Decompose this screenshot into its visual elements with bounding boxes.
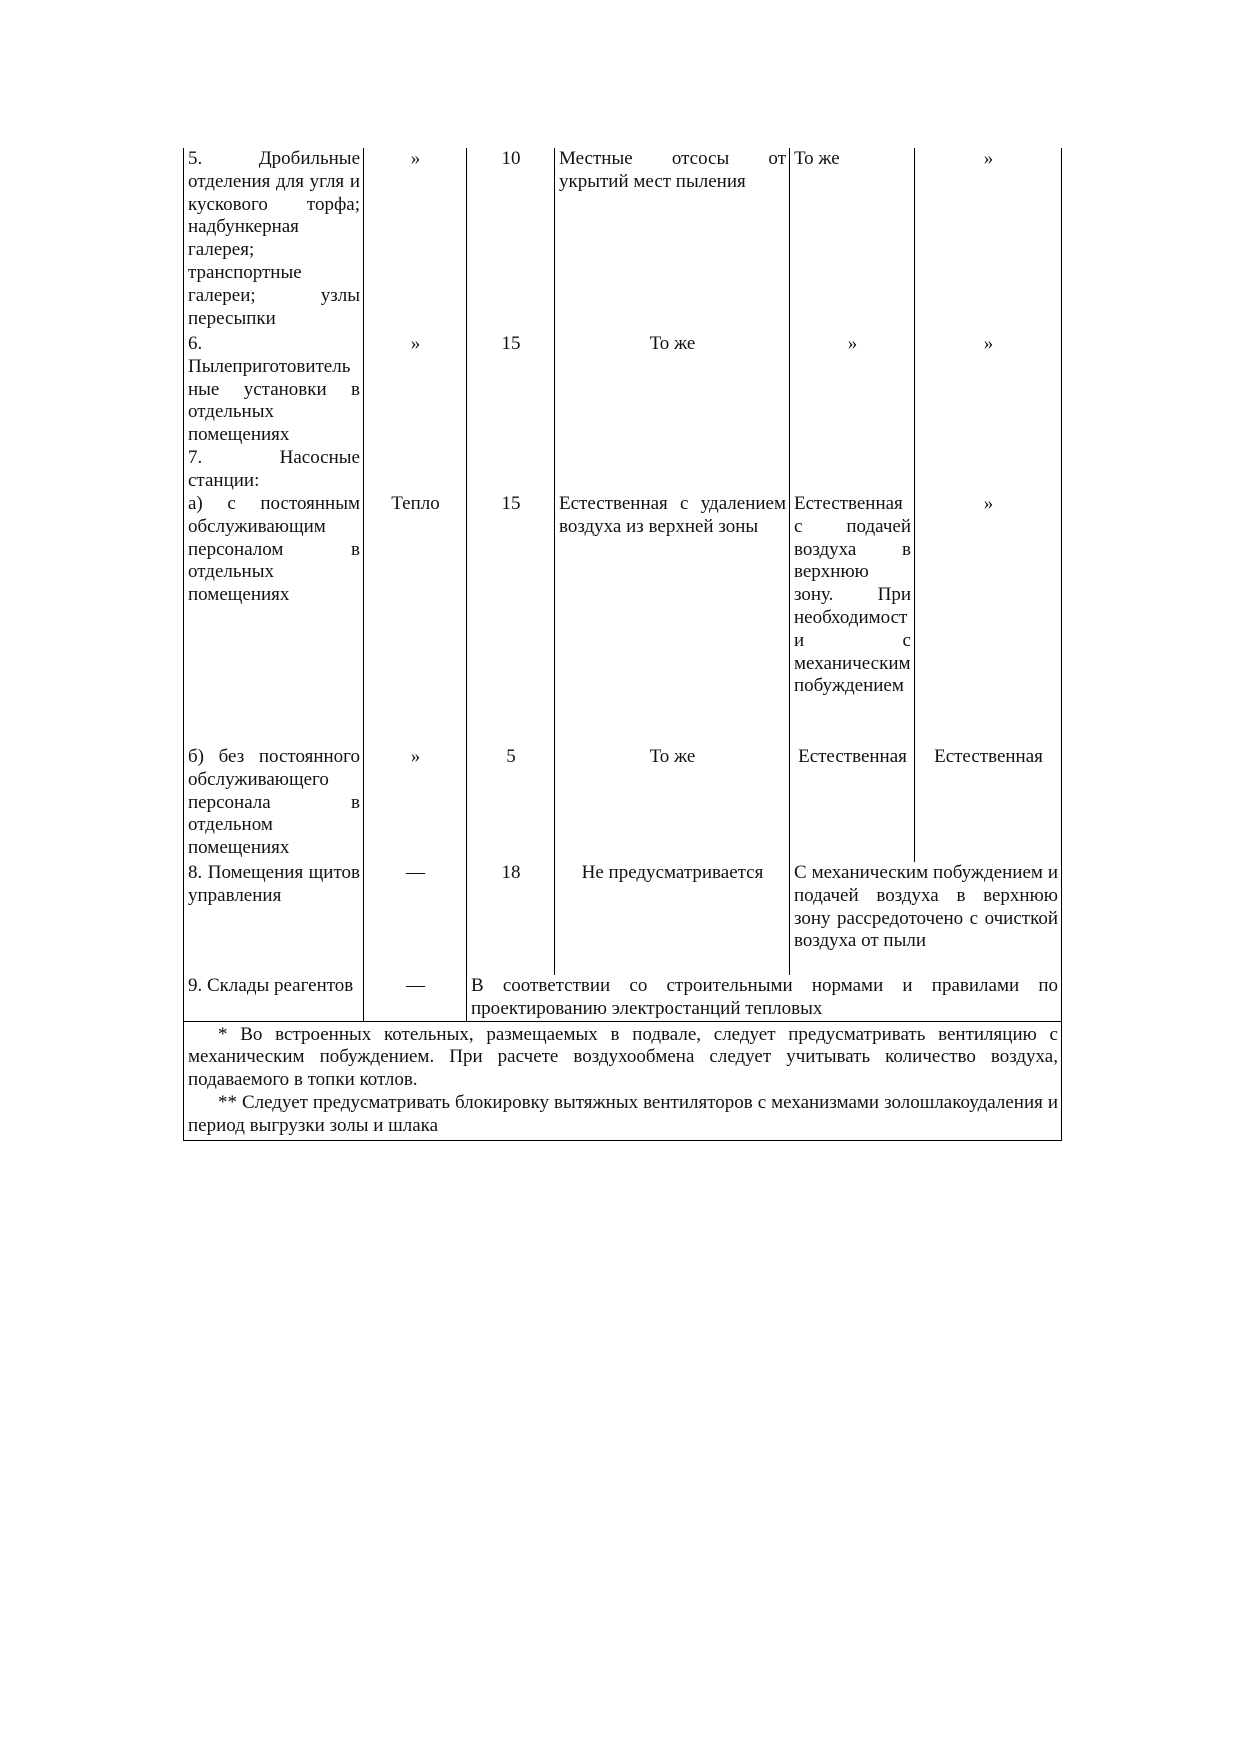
room-name-cell: 7. Насосные станции: xyxy=(184,447,364,493)
room-name-cell: а) с постоянным обслуживающим персоналом в отдельных помещениях xyxy=(184,493,364,746)
merged-note-cell: В соответствии со строительными нормами и правилами по проектированию электростанций тепловых xyxy=(467,975,1062,1021)
temperature-cell: 15 xyxy=(467,333,555,447)
room-name-cell: 6. Пылеприготовительные установки в отдельных помещениях xyxy=(184,333,364,447)
room-name-cell: 8. Помещения щитов управления xyxy=(184,862,364,975)
table-row xyxy=(184,746,1062,862)
heating-cell: Тепло xyxy=(364,493,467,746)
extra-cell: » xyxy=(915,493,1062,746)
table-row xyxy=(184,447,1062,493)
temperature-cell: 18 xyxy=(467,862,555,975)
supply-cell: Естественная xyxy=(790,746,915,862)
ventilation-table xyxy=(183,148,1062,1141)
heating-cell: » xyxy=(364,746,467,862)
footnote-row xyxy=(184,1021,1062,1140)
temperature-cell: 15 xyxy=(467,493,555,746)
room-name-cell: 5. Дробильные отделения для угля и кускового торфа; надбункерная галерея; транспортные галереи; узлы пересыпки xyxy=(184,148,364,333)
empty-cell xyxy=(555,447,790,493)
exhaust-cell: Местные отсосы от укрытий мест пыления xyxy=(555,148,790,333)
supply-merged-cell: С механическим побуждением и подачей воздуха в верхнюю зону рассредоточено с очисткой воздуха от пыли xyxy=(790,862,1062,975)
heating-cell: — xyxy=(364,862,467,975)
empty-cell xyxy=(467,447,555,493)
empty-cell xyxy=(790,447,915,493)
exhaust-cell: То же xyxy=(555,333,790,447)
extra-cell: Естественная xyxy=(915,746,1062,862)
heating-cell: » xyxy=(364,148,467,333)
footnotes-cell xyxy=(184,1021,1062,1140)
extra-cell: » xyxy=(915,148,1062,333)
exhaust-cell: То же xyxy=(555,746,790,862)
table-row xyxy=(184,493,1062,746)
supply-cell: Естественная с подачей воздуха в верхнюю зону. При необходимости с механическим побуждением xyxy=(790,493,915,746)
heating-cell: — xyxy=(364,975,467,1021)
room-name-cell: 9. Склады реагентов xyxy=(184,975,364,1021)
exhaust-cell: Естественная с удалением воздуха из верхней зоны xyxy=(555,493,790,746)
exhaust-cell: Не предусматривается xyxy=(555,862,790,975)
table-row xyxy=(184,333,1062,447)
extra-cell: » xyxy=(915,333,1062,447)
footnote-1: * Во встроенных котельных, размещаемых в подвале, следует предусматривать вентиляцию с механическим побуждением. При расчете воздухообмена следует учитывать количество воздуха, подаваемого в топки котлов. xyxy=(188,1023,1058,1091)
table-row xyxy=(184,975,1062,1021)
footnote-2: ** Следует предусматривать блокировку вытяжных вентиляторов с механизмами золошлакоудаления и период выгрузки золы и шлака xyxy=(188,1091,1058,1136)
table-row xyxy=(184,148,1062,333)
table-row xyxy=(184,862,1062,975)
supply-cell: » xyxy=(790,333,915,447)
room-name-cell: б) без постоянного обслуживающего персонала в отдельном помещениях xyxy=(184,746,364,862)
temperature-cell: 10 xyxy=(467,148,555,333)
empty-cell xyxy=(364,447,467,493)
supply-cell: То же xyxy=(790,148,915,333)
temperature-cell: 5 xyxy=(467,746,555,862)
empty-cell xyxy=(915,447,1062,493)
heating-cell: » xyxy=(364,333,467,447)
